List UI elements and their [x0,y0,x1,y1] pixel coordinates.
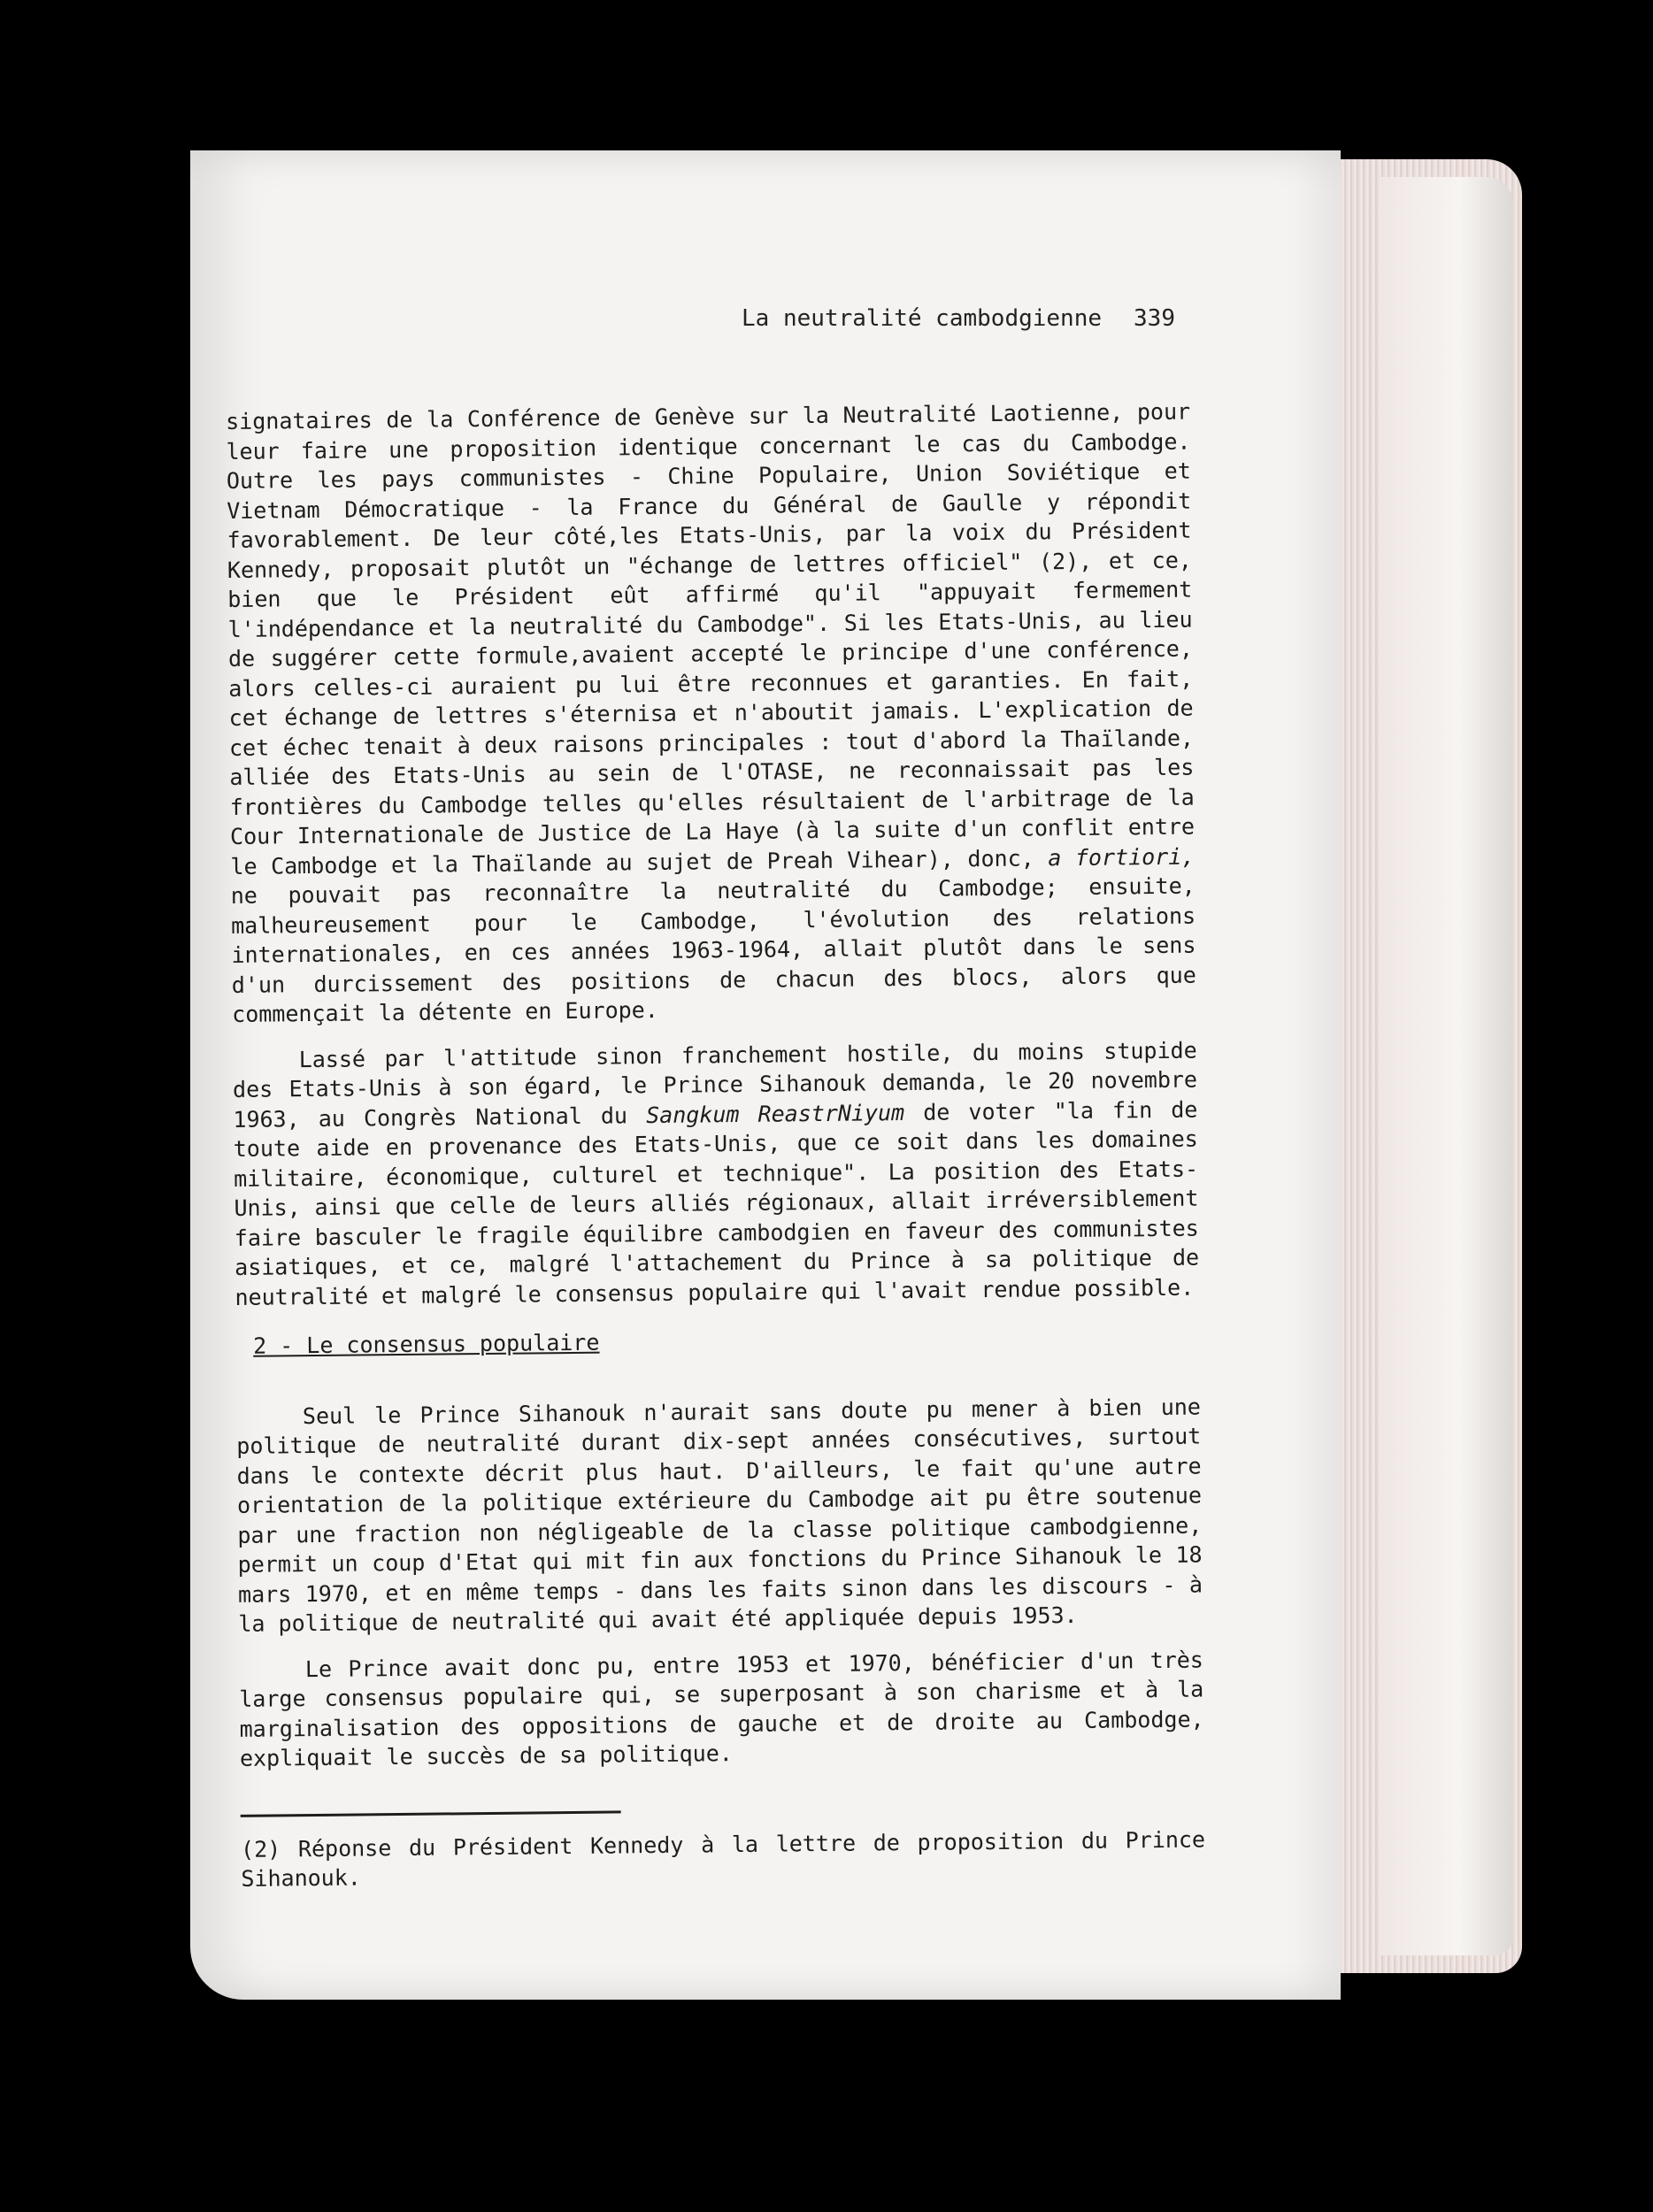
paragraph-2 [233,1035,1200,1312]
footnote-rule [241,1810,621,1817]
paragraph-1-end: ne pouvait pas reconnaître la neutralité du Cambodge; ensuite, malheureusement pour le Cambodge, l'évolution des relations internationales, en ces années 1963-1964, allait plutôt dans le sens d'un durcissement des positions de chacun des blocs, alors que commençait la détente en Europe. [230,872,1196,1027]
paragraph-1-text: signataires de la Conférence de Genève sur la Neutralité Laotienne, pour leur faire une proposition identique concernant le cas du Cambodge. Outre les pays communistes - Chine Populaire, Union Soviétique et Vietnam Démocratique - la France du Général de Gaulle y répondit favorablement. De leur côté,les Etats-Unis, par la voix du Président Kennedy, proposait plutôt un "échange de lettres officiel" (2), et ce, bien que le Président eût affirmé qu'il "appuyait fermement l'indépendance et la neutralité du Cambodge". Si les Etats-Unis, au lieu de suggérer cette formule,avaient accepté le principe d'une conférence, alors celles-ci auraient pu lui être reconnues et garanties. En fait, cet échange de lettres s'éternisa et n'aboutit jamais. L'explication de cet échec tenait à deux raisons principales : tout d'abord la Thaïlande, alliée des Etats-Unis au sein de l'OTASE, ne reconnaissait pas les frontières du Cambodge telles qu'elles résultaient de l'arbitrage de la Cour Internationale de Justice de La Haye (à la suite d'un conflit entre le Cambodge et la Thaïlande au sujet de Preah Vihear), donc, [226,398,1196,879]
paragraph-2-end: de voter "la fin de toute aide en provenance des Etats-Unis, que ce soit dans les domaines militaire, économique, culturel et technique". La position des Etats-Unis, ainsi que celle de leurs alliés régionaux, allait irréversiblement faire basculer le fragile équilibre cambodgien en faveur des communistes asiatiques, et ce, malgré l'attachement du Prince à sa politique de neutralité et malgré le consensus populaire qui l'avait rendue possible. [233,1096,1200,1310]
running-head [742,305,1175,332]
page-number: 339 [1134,305,1175,332]
running-head-title: La neutralité cambodgienne [742,305,1103,332]
paragraph-2-italic: Sangkum ReastrNiyum [645,1099,905,1128]
body-text [226,397,1206,1894]
paragraph-1-italic: a fortiori, [1048,843,1196,871]
paragraph-2-text: Lassé par l'attitude sinon franchement hostile, du moins stupide des Etats-Unis à son égard, le Prince Sihanouk demanda, le 20 novembre 1963, au Congrès National du [232,1037,1198,1133]
paragraph-4: Le Prince avait donc pu, entre 1953 et 1970, bénéficier d'un très large consensus populaire qui, se superposant à son charisme et à la marginalisation des oppositions de gauche et de droite au Cambodge, expliquait le succès de sa politique. [239,1647,1204,1771]
footnote: (2) Réponse du Président Kennedy à la lettre de proposition du Prince Sihanouk. [240,1825,1206,1892]
page-stack-inner [1380,177,1513,1955]
paragraph-3: Seul le Prince Sihanouk n'aurait sans doute pu mener à bien une politique de neutralité durant dix-sept années consécutives, surtout dans le contexte décrit plus haut. D'ailleurs, le fait qu'une autre orientation de la politique extérieure du Cambodge ait pu être soutenue par une fraction non négligeable de la classe politique cambodgienne, permit un coup d'Etat qui mit fin aux fonctions du Prince Sihanouk le 18 mars 1970, et en même temps - dans les faits sinon dans les discours - à la politique de neutralité qui avait été appliquée depuis 1953. [236,1394,1203,1637]
section-heading: 2 - Le consensus populaire [252,1329,600,1359]
paragraph-1 [226,397,1196,1030]
